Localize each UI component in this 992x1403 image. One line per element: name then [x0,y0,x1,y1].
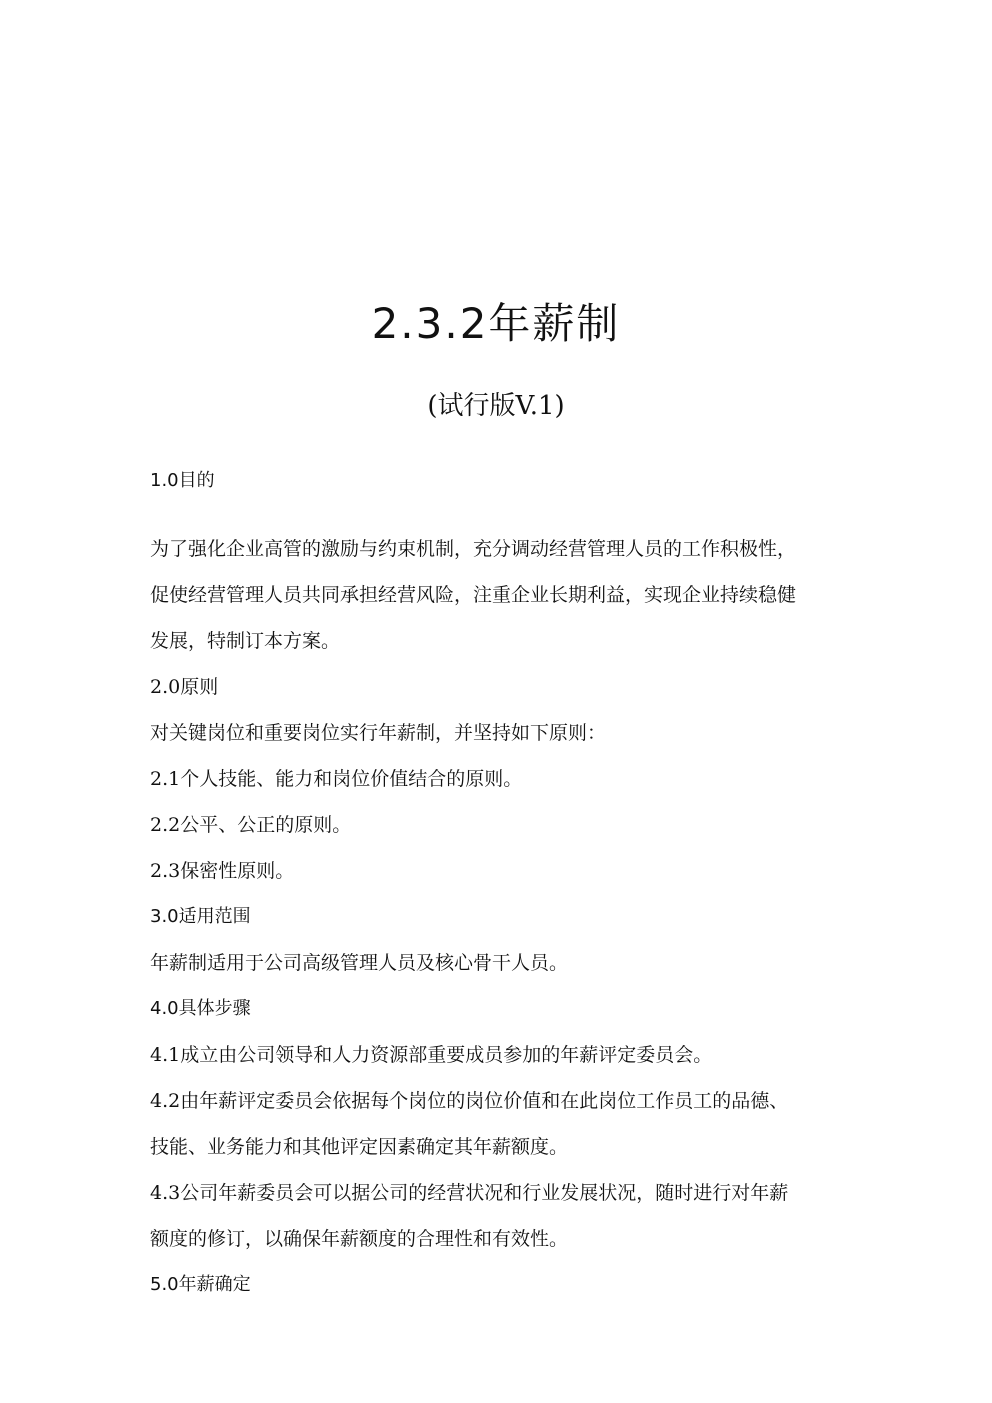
paragraph-line: 2.2公平、公正的原则。 [150,814,352,836]
paragraph-line: 发展，特制订本方案。 [150,630,341,652]
paragraph-line: 对关键岗位和重要岗位实行年薪制，并坚持如下原则： [150,722,607,744]
document-subtitle: (试行版V.1) [427,391,565,421]
section-heading: 3.0适用范围 [150,906,251,927]
paragraph-line: 4.2由年薪评定委员会依据每个岗位的岗位价值和在此岗位工作员工的品德、 [150,1090,789,1112]
paragraph-line: 技能、业务能力和其他评定因素确定其年薪额度。 [150,1136,569,1158]
section-heading: 1.0目的 [150,470,215,491]
paragraph-line: 为了强化企业高管的激励与约束机制，充分调动经营管理人员的工作积极性， [150,538,797,560]
section-heading: 4.0具体步骤 [150,998,251,1019]
paragraph-line: 年薪制适用于公司高级管理人员及核心骨干人员。 [150,952,569,974]
paragraph-line: 2.1个人技能、能力和岗位价值结合的原则。 [150,768,523,790]
paragraph-spacer [150,504,850,526]
paragraph-line: 2.0原则 [150,676,219,698]
paragraph-line: 额度的修订，以确保年薪额度的合理性和有效性。 [150,1228,569,1250]
paragraph-line: 2.3保密性原则。 [150,860,295,882]
paragraph-line: 4.3公司年薪委员会可以据公司的经营状况和行业发展状况，随时进行对年薪 [150,1182,789,1204]
paragraph-line: 4.1成立由公司领导和人力资源部重要成员参加的年薪评定委员会。 [150,1044,713,1066]
document-title: 2.3.2年薪制 [371,299,621,348]
document-body [150,458,850,1308]
section-heading: 5.0年薪确定 [150,1274,251,1295]
paragraph-line: 促使经营管理人员共同承担经营风险，注重企业长期利益，实现企业持续稳健 [150,584,797,606]
